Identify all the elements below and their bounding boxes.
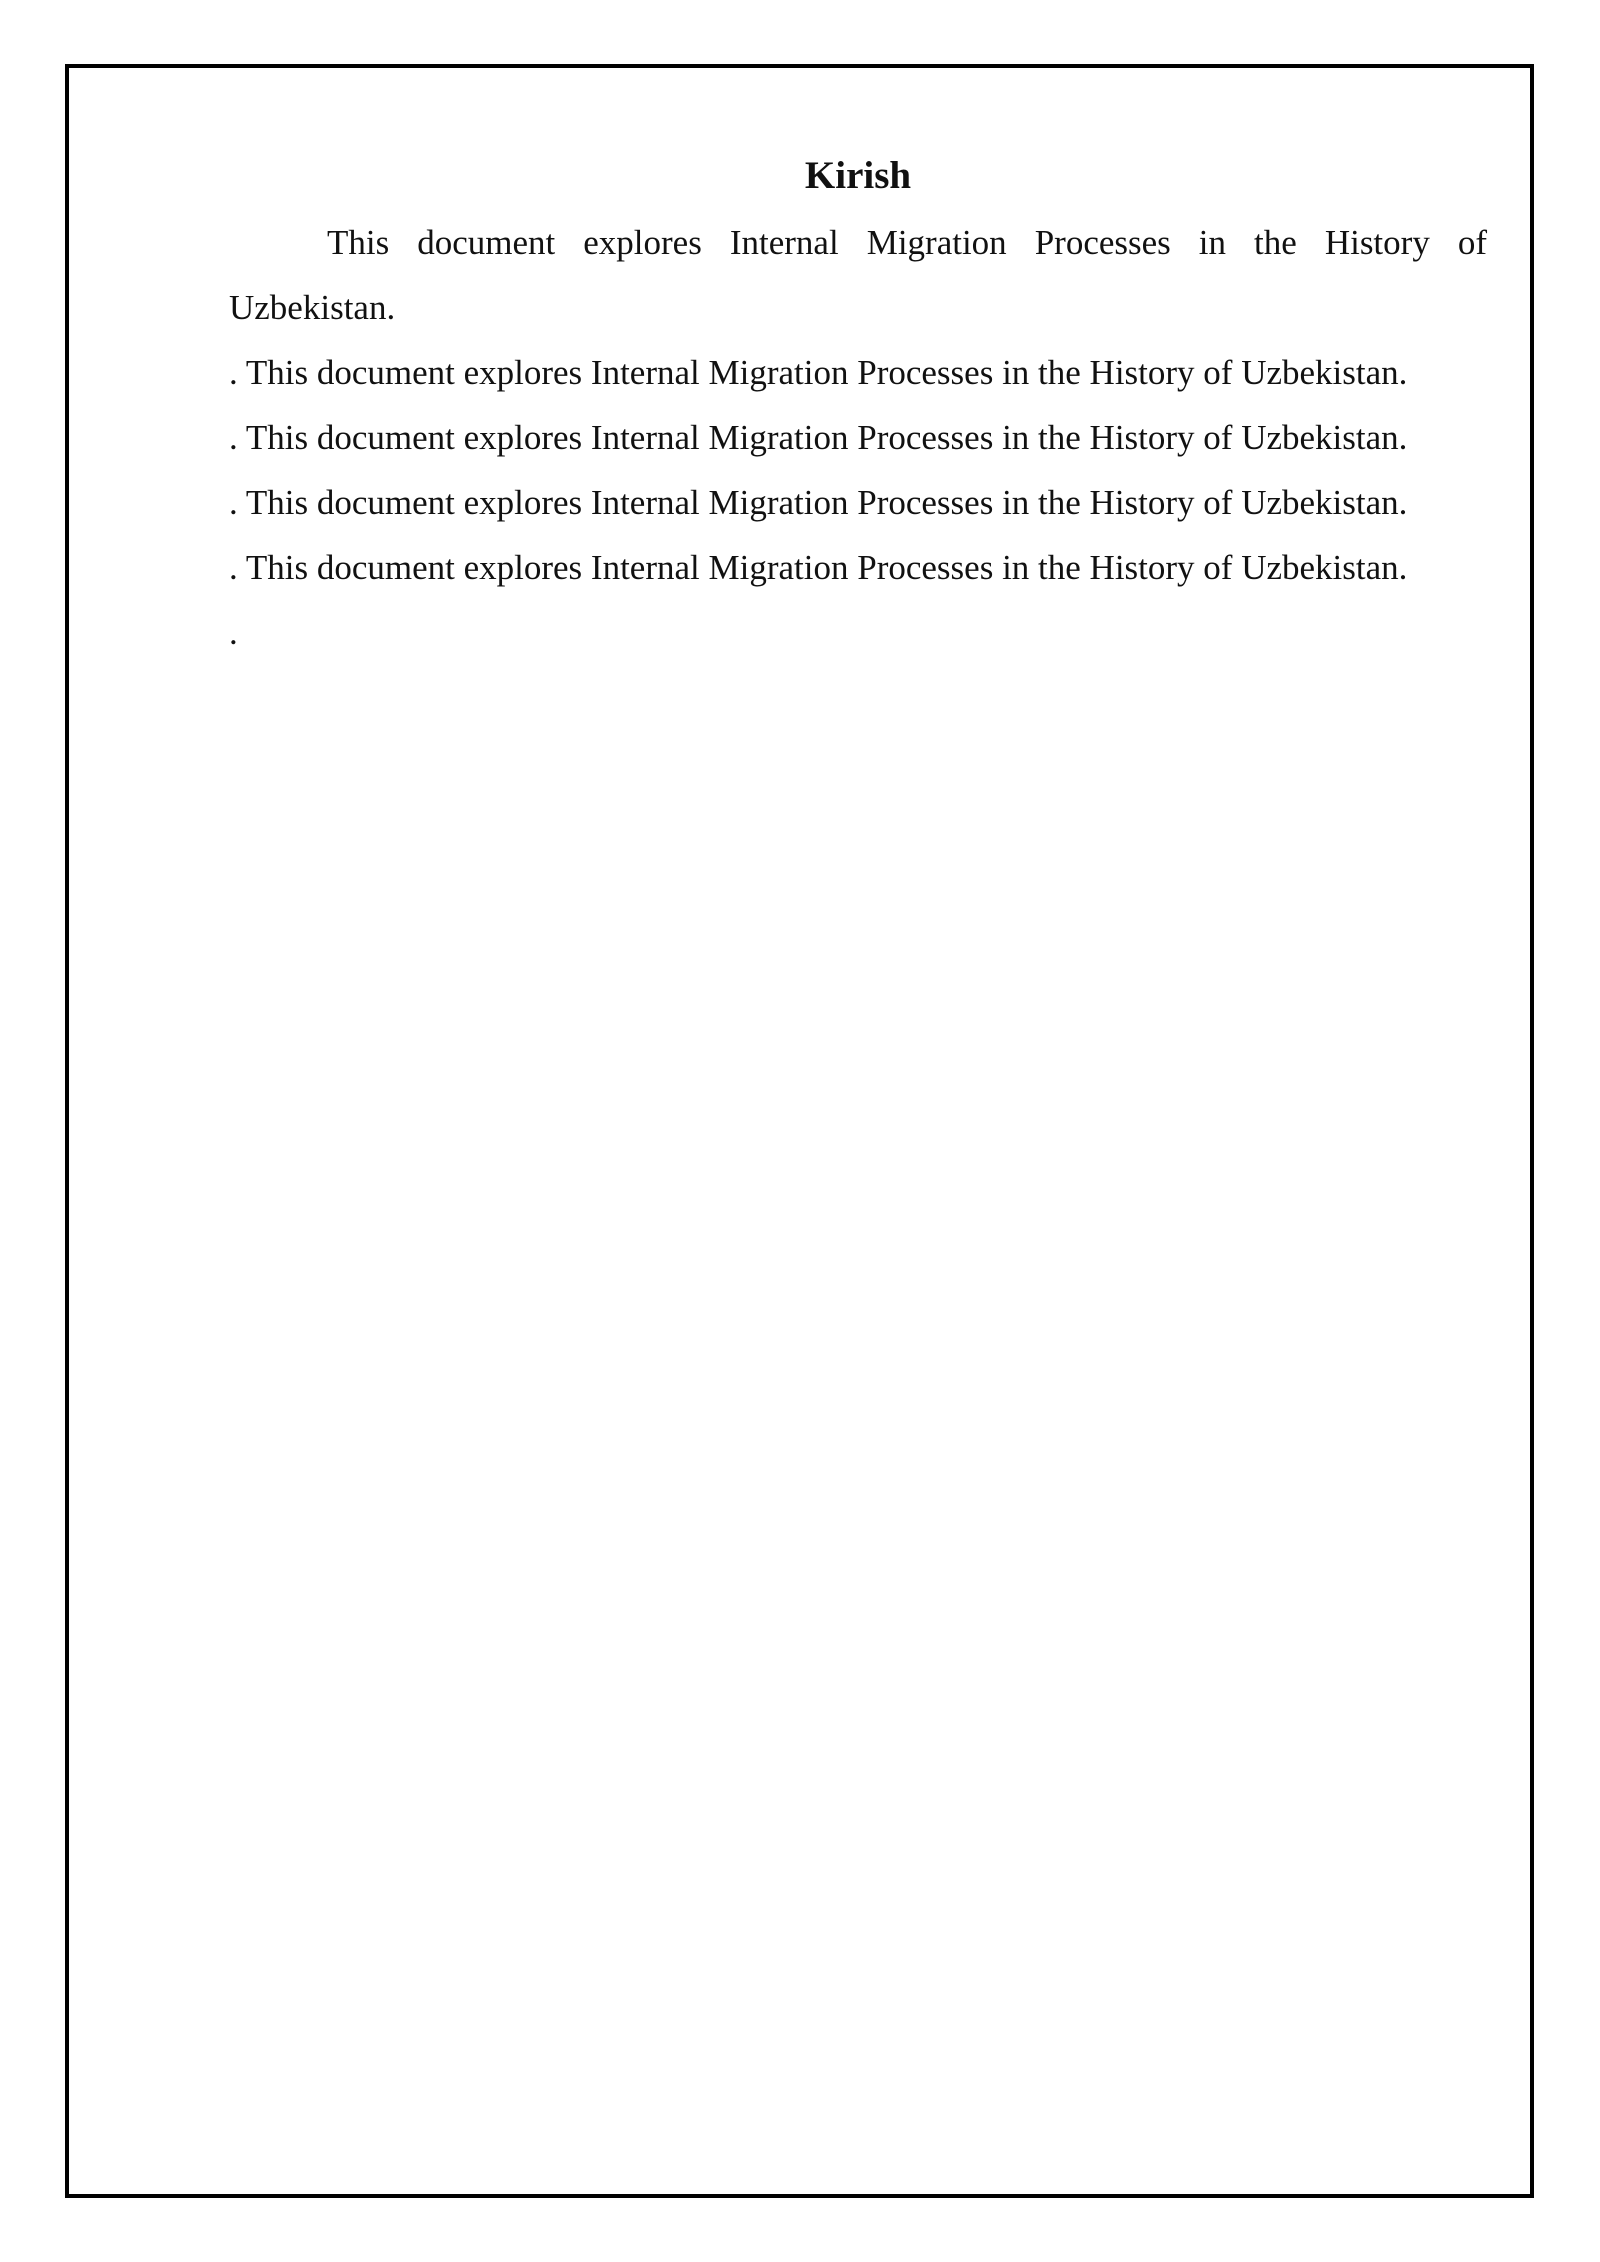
document-title: Kirish [804, 154, 912, 197]
paragraph-5: . This document explores Internal Migration Processes in the History of Uzbekistan. [229, 548, 1408, 587]
paragraph-4: . This document explores Internal Migration Processes in the History of Uzbekistan. [229, 483, 1408, 522]
paragraph-1: This document explores Internal Migration Processes in the History of Uzbekistan. [229, 223, 1487, 327]
document-body [229, 150, 1487, 665]
trailing-dot: . [229, 613, 238, 652]
paragraph-3: . This document explores Internal Migration Processes in the History of Uzbekistan. [229, 418, 1408, 457]
paragraph-2: . This document explores Internal Migration Processes in the History of Uzbekistan. [229, 353, 1408, 392]
